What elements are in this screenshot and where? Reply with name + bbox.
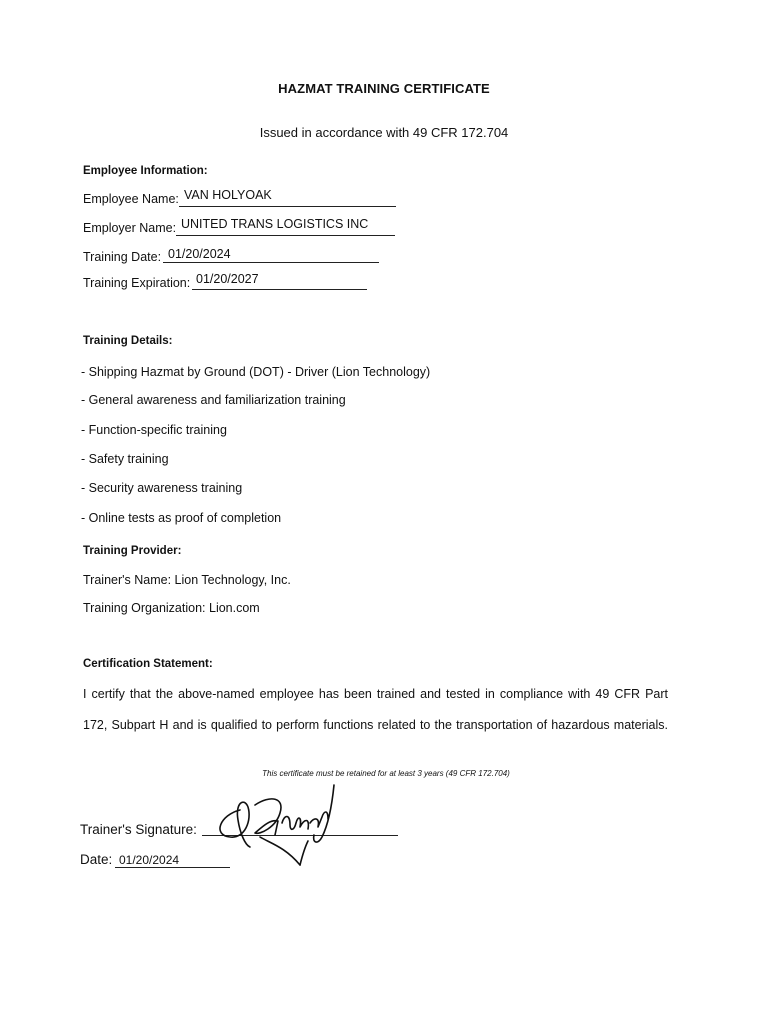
certificate-title: HAZMAT TRAINING CERTIFICATE (278, 81, 490, 96)
training-date-value: 01/20/2024 (168, 247, 231, 261)
training-provider-heading: Training Provider: (83, 545, 182, 557)
trainer-signature-image (200, 775, 370, 875)
certification-statement-line1: I certify that the above-named employee has been trained and tested in compliance with 49 CFR Part (83, 687, 668, 701)
training-expiration-value: 01/20/2027 (196, 272, 259, 286)
training-detail-item: - Security awareness training (81, 481, 243, 495)
employee-name-label: Employee Name: (83, 192, 179, 206)
signature-date-value: 01/20/2024 (119, 853, 180, 867)
employer-name-value: UNITED TRANS LOGISTICS INC (181, 217, 369, 231)
training-date-underline (163, 262, 379, 263)
signature-date-label: Date: (80, 852, 113, 867)
signature-date-underline (115, 867, 230, 868)
certification-heading: Certification Statement: (83, 658, 213, 670)
training-organization: Training Organization: Lion.com (83, 601, 260, 615)
certificate-subtitle: Issued in accordance with 49 CFR 172.704 (259, 125, 509, 140)
training-expiration-underline (192, 289, 367, 290)
training-details-heading: Training Details: (83, 335, 173, 347)
trainer-name: Trainer's Name: Lion Technology, Inc. (83, 573, 291, 587)
employer-name-label: Employer Name: (83, 221, 177, 235)
training-detail-item: - Online tests as proof of completion (81, 511, 282, 525)
training-detail-item: - Shipping Hazmat by Ground (DOT) - Driver (Lion Technology) (81, 365, 431, 379)
employee-name-value: VAN HOLYOAK (184, 188, 272, 202)
employer-name-underline (176, 235, 395, 236)
employee-name-underline (179, 206, 396, 207)
training-detail-item: - Safety training (81, 452, 169, 466)
training-date-label: Training Date: (83, 250, 162, 264)
employee-info-heading: Employee Information: (83, 165, 208, 177)
training-expiration-label: Training Expiration: (83, 276, 191, 290)
retention-note: This certificate must be retained for at least 3 years (49 CFR 172.704) (262, 769, 510, 778)
training-detail-item: - General awareness and familiarization training (81, 393, 346, 407)
training-detail-item: - Function-specific training (81, 423, 227, 437)
certification-statement-line2: 172, Subpart H and is qualified to perform functions related to the transportation of hazardous materials. (83, 718, 668, 732)
trainer-signature-label: Trainer's Signature: (80, 822, 197, 837)
